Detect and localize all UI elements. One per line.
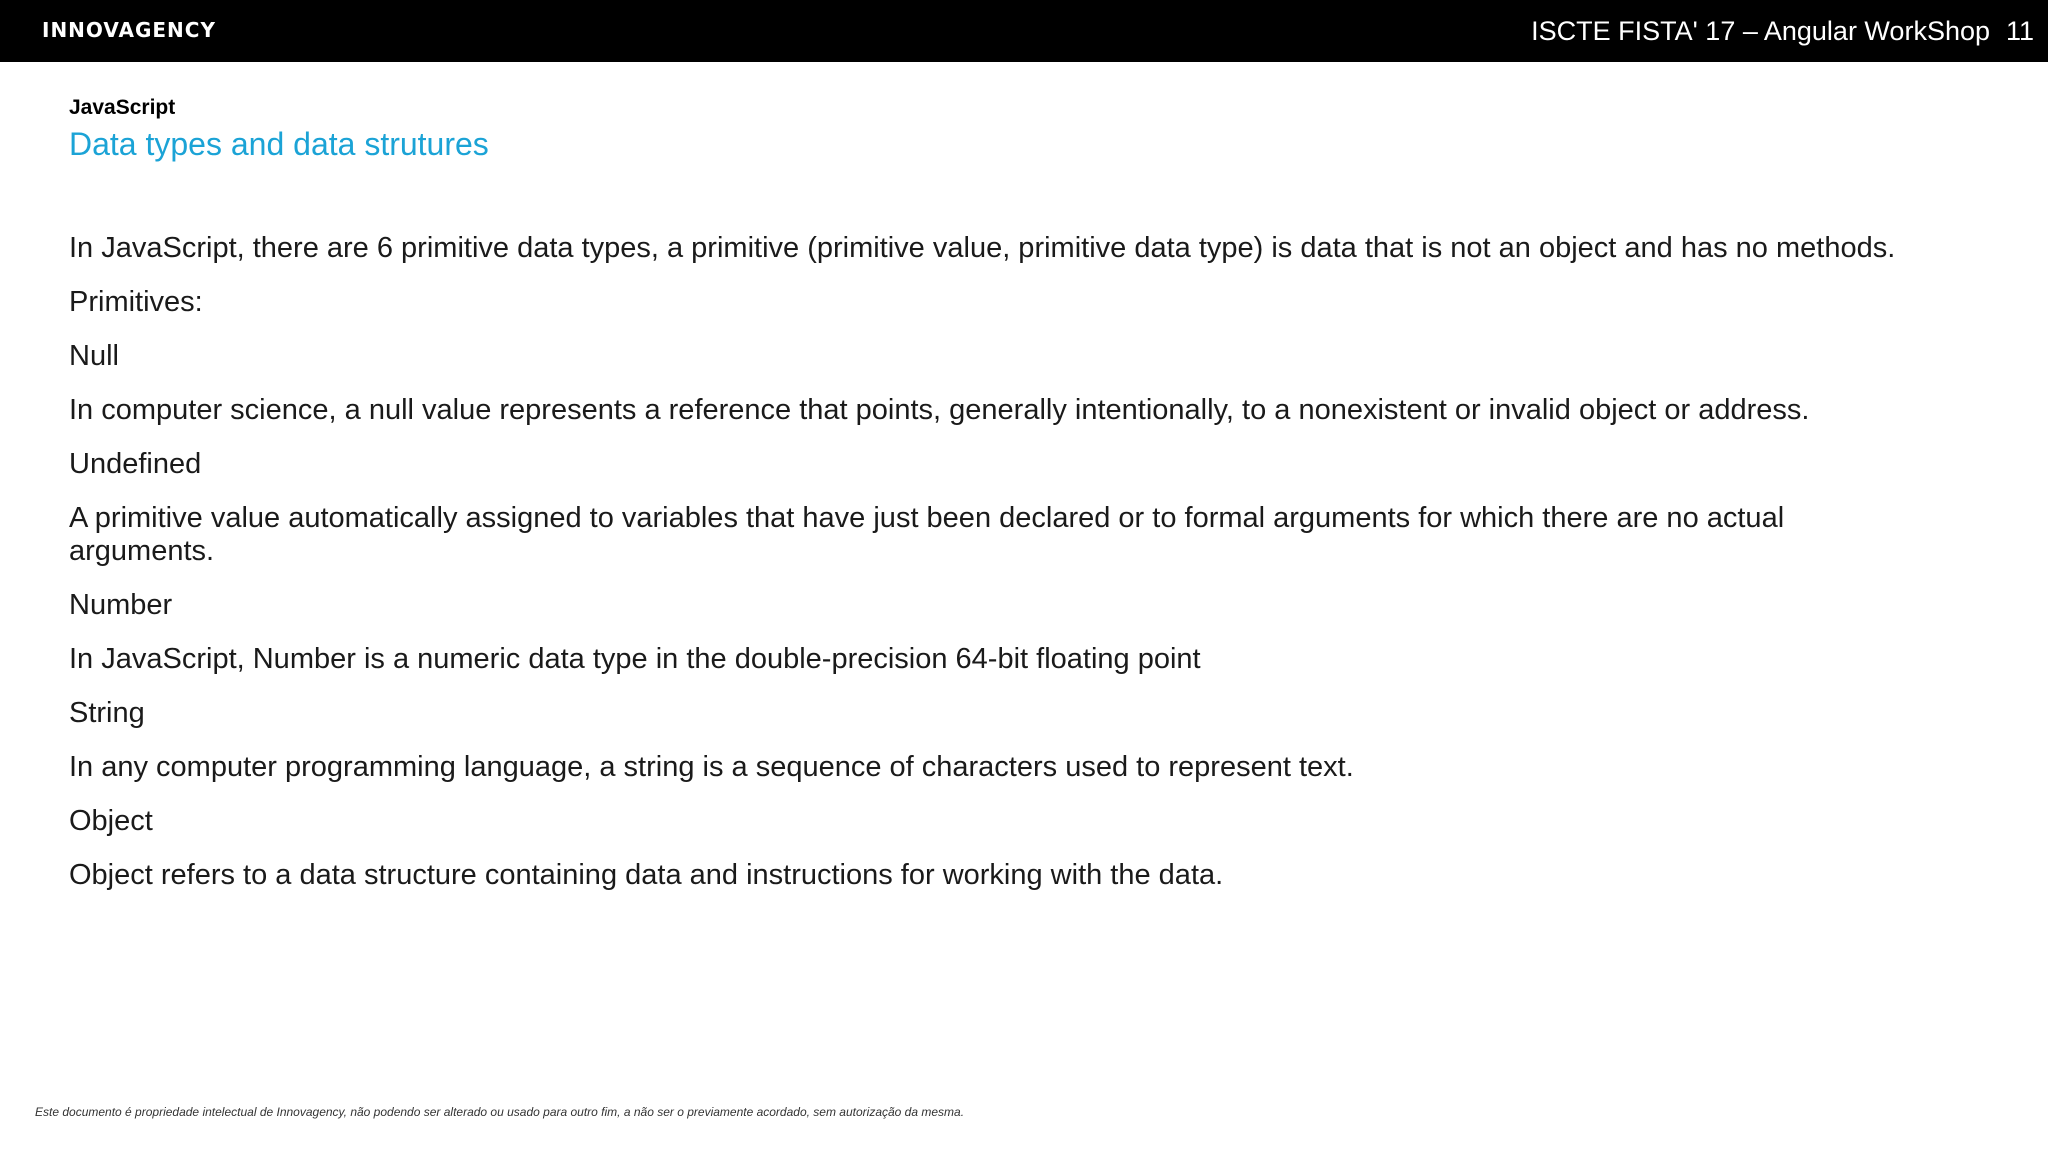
definition-null: In computer science, a null value represents a reference that points, generally intentionally, to a nonexistent or invalid object or address.: [69, 394, 1810, 426]
header-bar: [0, 0, 2048, 62]
term-undefined: Undefined: [69, 448, 202, 480]
term-number: Number: [69, 589, 173, 621]
term-object: Object: [69, 805, 153, 837]
footer-disclaimer: Este documento é propriedade intelectual de Innovagency, não podendo ser alterado ou usado para outro fim, a não ser o previamente acordado, sem autorização da mesma.: [35, 1105, 965, 1119]
innovagency-logo: INNOVAGENCY: [42, 18, 216, 42]
presentation-title: ISCTE FISTA' 17 – Angular WorkShop: [1531, 16, 1990, 46]
slide-content: [69, 232, 1969, 913]
definition-number: In JavaScript, Number is a numeric data type in the double-precision 64-bit floating point: [69, 643, 1201, 675]
paragraph-intro: In JavaScript, there are 6 primitive data types, a primitive (primitive value, primitive data type) is data that is not an object and has no methods.: [69, 232, 1896, 264]
definition-object: Object refers to a data structure containing data and instructions for working with the data.: [69, 859, 1224, 891]
term-string: String: [69, 697, 145, 729]
term-null: Null: [69, 340, 119, 372]
definition-string: In any computer programming language, a string is a sequence of characters used to represent text.: [69, 751, 1354, 783]
definition-undefined: A primitive value automatically assigned to variables that have just been declared or to formal arguments for which there are no actual arguments.: [69, 502, 1785, 567]
section-label: JavaScript: [69, 96, 176, 119]
paragraph-primitives-heading: Primitives:: [69, 286, 203, 318]
slide-title: Data types and data strutures: [69, 126, 489, 162]
page-number: 11: [2005, 16, 2034, 46]
